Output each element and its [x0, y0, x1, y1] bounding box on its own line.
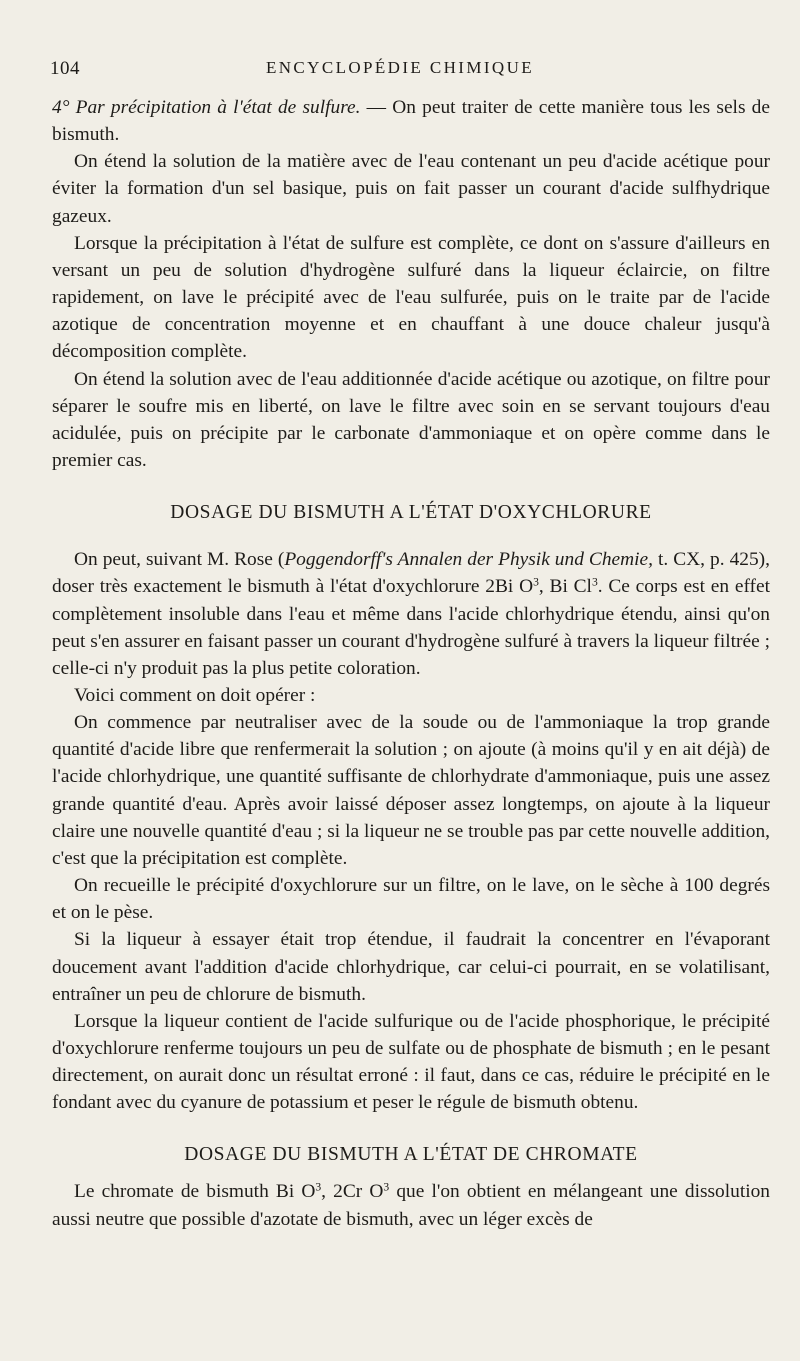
- oxychlorure-text-c: , Bi Cl: [538, 576, 592, 598]
- chromate-sup-1: 3: [315, 1181, 322, 1195]
- sulfure-paragraph-3: On étend la solution avec de l'eau additionnée d'acide acétique ou azotique, on filtre pour séparer le soufre mis en liberté, on lave le filtre avec soin en se servant toujours d'eau acidulée, puis on précipite par le carbonate d'ammoniaque et on opère comme dans le premier cas.: [52, 368, 770, 472]
- oxychlorure-sup-2: 3: [591, 575, 598, 589]
- running-head: [0, 58, 800, 88]
- chromate-text-a: Le chromate de bismuth Bi O: [74, 1181, 316, 1203]
- oxychlorure-text-d: . Ce corps est en effet complètement insoluble dans l'eau et même dans l'acide chlorhydrique étendu, ainsi qu'on peut s'en assurer en faisant passer un courant d'hydrogène sulfuré à travers la liqueur filtrée ; celle-ci n'y produit pas la plus petite coloration.: [52, 576, 771, 679]
- oxychlorure-paragraph-3: On commence par neutraliser avec de la soude ou de l'ammoniaque la trop grande quantité d'acide libre que renfermerait la solution ; on ajoute (à moins qu'il y en ait déjà) de l'acide chlorhydrique, une quantité suffisante de chlorhydrate d'ammoniaque, puis une assez grande quantité d'eau. Après avoir laissé déposer assez longtemps, on ajoute à la liqueur claire une nouvelle quantité d'eau ; si la liqueur ne se trouble pas par cette nouvelle addition, c'est que la précipitation est complète.: [52, 712, 770, 869]
- oxychlorure-sup-1: 3: [533, 575, 539, 589]
- oxychlorure-paragraph-6: Lorsque la liqueur contient de l'acide sulfurique ou de l'acide phosphorique, le précipité d'oxychlorure renferme toujours un peu de sulfate ou de phosphate de bismuth ; en le pesant directement, on aurait donc un résultat erroné : il faut, dans ce cas, réduire le précipité en le fondant avec du cyanure de potassium et peser le régule de bismuth obtenu.: [52, 1010, 770, 1114]
- oxychlorure-paragraph-4: On recueille le précipité d'oxychlorure sur un filtre, on le lave, on le sèche à 100 degrés et on le pèse.: [52, 875, 770, 924]
- oxychlorure-text-b: t. CX, p. 425), doser très exactement le bismuth à l'état d'oxychlorure 2Bi O: [52, 549, 770, 598]
- chromate-sup-2: 3: [383, 1181, 390, 1195]
- sulfure-subtitle: 4° Par précipitation à l'état de sulfure.: [52, 97, 361, 118]
- sulfure-paragraph-2: Lorsque la précipitation à l'état de sulfure est complète, ce dont on s'assure d'ailleurs en versant un peu de solution d'hydrogène sulfuré dans la liqueur éclaircie, on filtre rapidement, on lave le précipité avec de l'eau sulfurée, puis on le traite par de l'acide azotique de concentration moyenne et en chauffant à une douce chaleur jusqu'à décomposition complète.: [52, 232, 770, 363]
- chromate-heading: DOSAGE DU BISMUTH A L'ÉTAT DE CHROMATE: [184, 1144, 638, 1166]
- sulfure-paragraph-1: On étend la solution de la matière avec de l'eau contenant un peu d'acide acétique pour éviter la formation d'un sel basique, puis on fait passer un courant d'acide sulfhydrique gazeux.: [52, 151, 770, 227]
- oxychlorure-paragraph-2: Voici comment on doit opérer :: [74, 684, 316, 706]
- oxychlorure-heading: DOSAGE DU BISMUTH A L'ÉTAT D'OXYCHLORURE: [170, 502, 652, 524]
- chromate-text-b: , 2Cr O: [321, 1181, 384, 1203]
- running-title: ENCYCLOPÉDIE CHIMIQUE: [265, 58, 535, 77]
- oxychlorure-paragraph-5: Si la liqueur à essayer était trop étendue, il faudrait la concentrer en l'évaporant doucement avant l'addition d'acide chlorhydrique, car celui-ci pourrait, en se volatilisant, entraîner un peu de chlorure de bismuth.: [52, 929, 770, 1005]
- oxychlorure-source: Poggendorff's Annalen der Physik und Chemie,: [284, 549, 653, 571]
- sulfure-paragraph-intro: [52, 94, 770, 148]
- page-number: 104: [50, 58, 80, 79]
- chromate-text-c: que l'on obtient en mélangeant une dissolution aussi neutre que possible d'azotate de bismuth, avec un léger excès de: [52, 1181, 770, 1230]
- sulfure-lead: — On peut traiter de cette manière tous les sels de bismuth.: [52, 97, 770, 146]
- oxychlorure-paragraph-1: [52, 546, 770, 682]
- oxychlorure-text-a: On peut, suivant M. Rose (: [74, 549, 285, 571]
- body-text: [52, 94, 770, 1233]
- chromate-paragraph-1: [52, 1178, 770, 1232]
